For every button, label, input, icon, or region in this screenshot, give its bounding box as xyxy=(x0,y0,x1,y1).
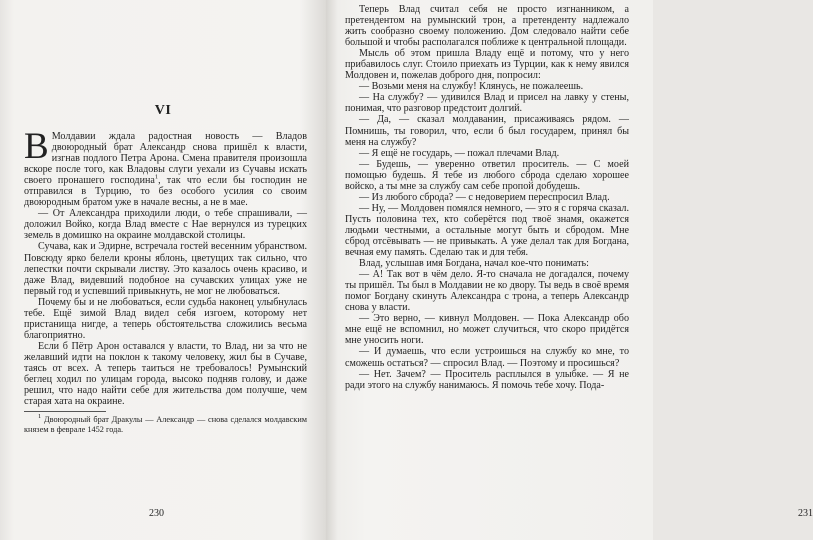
paragraph: — Да, — сказал молдаванин, присаживаясь рядом. — Помнишь, ты говорил, что, если б был государем, принял бы меня на службу? xyxy=(345,114,629,148)
paragraph: Мысль об этом пришла Владу ещё и потому, что у него прибавилось слуг. Стоило приехать из Турции, как к нему явился Молдовен и, пожелав доброго дня, попросил: xyxy=(345,48,629,82)
paragraph: — На службу? — удивился Влад и присел на лавку у стены, понимая, что разговор предстоит долгий. xyxy=(345,92,629,115)
paragraph-text: , так что если бы господин не отправился в Турцию, то без особого усилия со своим двоюродным братом уже в начале весны, а не в мае. xyxy=(24,175,307,209)
paragraph: — Я ещё не государь, — пожал плечами Влад. xyxy=(359,147,560,159)
paragraph: Влад, услышав имя Богдана, начал кое-что понимать: xyxy=(359,258,589,270)
footnote-ref: 1 xyxy=(154,173,159,181)
paragraph: — Это верно, — кивнул Молдовен. — Пока Александр обо мне ещё не вспомнил, но может случиться, что скоро придётся мне уносить ноги. xyxy=(345,313,629,347)
paragraph: — Нет. Зачем? — Проситель расплылся в улыбке. — Я не ради этого на службу нанимаюсь. Я помочь тебе хочу. Пода- xyxy=(345,368,629,391)
footnote-mark: 1 xyxy=(38,413,42,421)
paragraph: — И думаешь, что если устроишься на службу ко мне, то сможешь остаться? — спросил Влад. — Поэтому и просишься? xyxy=(345,346,629,369)
left-page-text xyxy=(24,126,308,434)
paragraph: — А! Так вот в чём дело. Я-то сначала не догадался, почему ты пришёл. Ты был в Молдавии не ко двору. Ты ведь в своё время помог Богдану скинуть Александра с трона, а теперь Александр снова у власти. xyxy=(345,269,629,314)
paragraph-text: Молдавии ждала радостная новость — Владов двоюродный брат Александр снова пришёл к власти, изгнав подлого Петра Арона. Смена правителя произошла вскоре после того, как Владовы слуги уехали из Сучавы искать своего пронашего господина xyxy=(24,131,307,187)
paragraph: — Будешь, — уверенно ответил проситель. — С моей помощью будешь. Я тебе из любого сброда сделаю хорошее войско, а ты мне за службу сам себе пропой добудешь. xyxy=(345,158,629,192)
paragraph: Если б Пётр Арон оставался у власти, то Влад, ни за что не желавший идти на поклон к такому человеку, жил бы в Сучаве, таясь от всех. А теперь таиться не требовалось! Румынский беглец ходил по улицам города, высоко подняв голову, и даже решил, что надо найти себе для жительства дом получше, чем старая хата на окраине. xyxy=(24,340,307,408)
paragraph xyxy=(24,126,307,209)
right-page-text xyxy=(345,4,629,391)
page-number: 230 xyxy=(149,508,164,519)
chapter-title: VI xyxy=(154,103,172,118)
page-number: 231 xyxy=(798,508,813,519)
left-page xyxy=(0,0,326,540)
paragraph: Почему бы и не любоваться, если судьба наконец улыбнулась тебе. Ещё зимой Влад видел себя изгоем, которому нет пристанища нигде, а теперь обстоятельства сложились весьма благоприятно. xyxy=(24,296,307,341)
paragraph: Теперь Влад считал себя не просто изгнанником, а претендентом на румынский трон, а претенденту надлежало жить сообразно своему положению. Дом следовало найти себе большой и чтобы располагался поближе к центральной площади. xyxy=(345,4,629,49)
drop-cap: В xyxy=(24,126,49,167)
paragraph: Сучава, как и Эдирне, встречала гостей весенним убранством. Повсюду ярко белели кроны яблонь, цветущих так сильно, что лепестки почти скрывали листву. Это казалось очень красиво, и даже Влад, видевший подобное на сучавских улицах уже не первый год и успевший привыкнуть, не мог не любоваться. xyxy=(24,241,307,297)
paragraph: — От Александра приходили люди, о тебе спрашивали, — доложил Войко, когда Влад вместе с Нае вернулся из турецких земель в домишко на окраине молдавской столицы. xyxy=(24,208,307,242)
paragraph: — Ну, — Молдовен помялся немного, — это я с горяча сказал. Пусть половина тех, кто соберётся под твоё знамя, окажется людьми честными, а остальные могут быть и сбродом. Мне сброд отсёвывать — не привыкать. А уже делал так для Богдана, вечная ему память. Сделаю так и для тебя. xyxy=(345,202,629,259)
footnote-text: Двоюродный брат Дракулы — Александр — снова сделался молдавским князем в феврале 1452 года. xyxy=(24,415,308,434)
footnote xyxy=(24,415,307,434)
footnote-divider xyxy=(24,411,106,412)
paragraph: — Из любого сброда? — с недоверием переспросил Влад. xyxy=(359,191,610,203)
paragraph: — Возьми меня на службу! Клянусь, не пожалеешь. xyxy=(359,81,584,93)
